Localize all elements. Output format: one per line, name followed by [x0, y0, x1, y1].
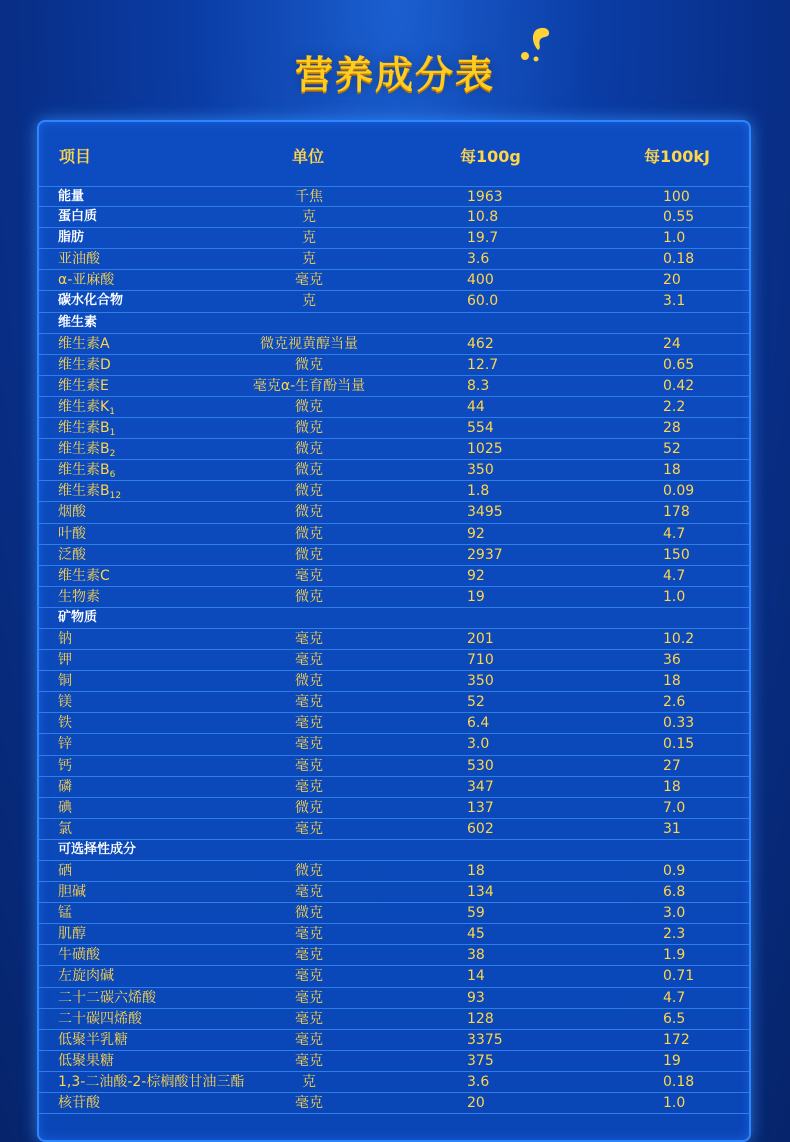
nutrient-name: 铜	[58, 673, 72, 690]
section-row	[39, 840, 749, 861]
value-per-100g: 602	[467, 820, 494, 837]
nutrition-table	[37, 120, 751, 1142]
value-per-100kj: 19	[663, 1052, 681, 1069]
table-row	[39, 334, 749, 355]
table-row	[39, 798, 749, 819]
table-row	[39, 439, 749, 460]
nutrient-subscript: 12	[109, 491, 122, 502]
value-per-100kj: 27	[663, 757, 681, 774]
value-per-100kj: 18	[663, 462, 681, 479]
nutrient-unit-text: 毫克	[295, 1052, 323, 1069]
table-row	[39, 713, 749, 734]
nutrient-name: 维生素E	[58, 377, 109, 394]
value-per-100kj: 1.0	[663, 230, 686, 247]
nutrient-unit-text: 毫克	[295, 1010, 323, 1027]
value-per-100g: 3.6	[467, 1073, 490, 1090]
nutrient-name: 维生素$B_{12}$	[58, 483, 122, 502]
value-per-100kj: 28	[663, 420, 681, 437]
table-row	[39, 1051, 749, 1072]
table-row	[39, 355, 749, 376]
nutrient-unit-text: 毫克	[295, 947, 323, 964]
nutrient-unit-text: 克	[302, 251, 316, 268]
header-item: 项目	[59, 147, 92, 166]
value-per-100kj: 0.9	[663, 863, 686, 879]
value-per-100kj: 3.0	[663, 905, 686, 922]
table-row	[39, 270, 749, 291]
value-per-100kj: 0.71	[663, 968, 695, 985]
value-per-100g: 3495	[467, 504, 503, 521]
value-per-100g: 20	[467, 1095, 485, 1112]
value-per-100kj: 52	[663, 441, 681, 458]
nutrient-unit-text: 克	[302, 1073, 316, 1090]
value-per-100g: 59	[467, 905, 485, 922]
value-per-100g: 347	[467, 778, 494, 795]
table-row	[39, 966, 749, 987]
nutrient-subscript: 1	[109, 406, 115, 417]
nutrient-name: 钾	[58, 652, 72, 669]
table-row	[39, 376, 749, 397]
value-per-100kj: 0.15	[663, 736, 695, 753]
nutrient-name: 维生素	[58, 314, 98, 330]
header-unit: 单位	[292, 147, 325, 166]
value-per-100g: 14	[467, 968, 485, 985]
nutrient-name: 低聚果糖	[58, 1052, 114, 1069]
nutrient-unit-text: 毫克	[295, 989, 323, 1006]
nutrient-name: 锰	[58, 905, 72, 922]
nutrient-name: 肌醇	[58, 926, 86, 943]
nutrient-name: 二十碳四烯酸	[58, 1010, 142, 1027]
nutrient-unit-text: 毫克	[295, 926, 323, 943]
value-per-100g: 375	[467, 1052, 494, 1069]
value-per-100kj: 6.8	[663, 884, 686, 901]
value-per-100g: 92	[467, 567, 485, 584]
nutrient-unit-text: 克	[302, 230, 316, 247]
value-per-100kj: 4.7	[663, 525, 686, 542]
value-per-100kj: 18	[663, 673, 681, 690]
table-row	[39, 903, 749, 924]
value-per-100kj: 18	[663, 778, 681, 795]
value-per-100kj: 100	[663, 189, 690, 205]
table-header	[39, 122, 749, 184]
value-per-100kj: 0.33	[663, 715, 695, 732]
nutrient-name: 生物素	[58, 588, 100, 605]
nutrient-unit-text: 毫克	[295, 820, 323, 837]
nutrient-unit-text: 克	[302, 209, 316, 226]
value-per-100g: 530	[467, 757, 494, 774]
value-per-100kj: 0.65	[663, 356, 695, 373]
nutrient-name: 维生素A	[58, 335, 110, 352]
nutrient-name: 碘	[58, 799, 72, 816]
value-per-100g: 3.6	[467, 251, 490, 268]
value-per-100kj: 4.7	[663, 989, 686, 1006]
nutrient-name: 钙	[58, 757, 72, 774]
nutrient-unit-text: 毫克α-生育酚当量	[252, 377, 366, 394]
value-per-100kj: 7.0	[663, 799, 686, 816]
value-per-100kj: 1.0	[663, 1095, 686, 1112]
value-per-100g: 10.8	[467, 209, 499, 226]
header-per-100kj: 每100kJ	[644, 147, 710, 166]
value-per-100g: 60.0	[467, 293, 499, 310]
nutrient-unit-text: 毫克	[295, 778, 323, 795]
section-row	[39, 608, 749, 629]
nutrient-unit-text: 微克视黄醇当量	[260, 335, 358, 352]
value-per-100kj: 6.5	[663, 1010, 686, 1027]
nutrient-unit-text: 微克	[295, 588, 323, 605]
table-row	[39, 819, 749, 840]
nutrient-name: 矿物质	[58, 609, 98, 625]
nutrient-unit-text: 微克	[295, 462, 323, 479]
nutrient-name: α-亚麻酸	[58, 272, 115, 289]
nutrient-subscript: 1	[109, 428, 116, 439]
value-per-100kj: 0.18	[663, 1073, 695, 1090]
table-row	[39, 545, 749, 566]
table-row	[39, 291, 749, 312]
section-row	[39, 313, 749, 334]
nutrient-subscript: 6	[109, 470, 116, 481]
table-row	[39, 756, 749, 777]
nutrient-name: 蛋白质	[58, 209, 98, 225]
nutrient-unit-text: 微克	[295, 441, 323, 458]
table-row	[39, 249, 749, 270]
nutrient-unit-text: 毫克	[295, 1031, 323, 1048]
table-row	[39, 945, 749, 966]
table-row	[39, 228, 749, 249]
nutrient-name: 镁	[58, 694, 72, 711]
value-per-100kj: 24	[663, 335, 681, 352]
nutrient-unit-text: 微克	[295, 905, 323, 922]
value-per-100g: 201	[467, 630, 494, 647]
nutrient-name: 维生素$B_6$	[58, 462, 116, 481]
value-per-100g: 710	[467, 652, 494, 669]
nutrient-unit-text: 毫克	[295, 652, 323, 669]
value-per-100g: 6.4	[467, 715, 490, 732]
value-per-100g: 3.0	[467, 736, 490, 753]
value-per-100g: 52	[467, 694, 485, 711]
nutrient-unit-text: 微克	[295, 525, 323, 542]
value-per-100g: 45	[467, 926, 485, 943]
value-per-100g: 12.7	[467, 356, 499, 373]
table-row	[39, 1009, 749, 1030]
table-row	[39, 460, 749, 481]
table-row	[39, 861, 749, 882]
table-row	[39, 924, 749, 945]
nutrient-name: 磷	[58, 778, 72, 795]
nutrient-unit-text: 微克	[295, 546, 323, 563]
table-row	[39, 418, 749, 439]
nutrient-unit-text: 微克	[295, 504, 323, 521]
value-per-100g: 137	[467, 799, 494, 816]
table-row	[39, 502, 749, 523]
nutrient-unit-text: 毫克	[295, 884, 323, 901]
value-per-100g: 3375	[467, 1031, 503, 1048]
value-per-100g: 19	[467, 588, 485, 605]
value-per-100g: 44	[467, 398, 485, 415]
value-per-100kj: 1.9	[663, 947, 686, 964]
table-row	[39, 566, 749, 587]
nutrient-name: 泛酸	[58, 546, 86, 563]
nutrient-name: 氯	[58, 820, 72, 837]
value-per-100kj: 4.7	[663, 567, 686, 584]
page-title: 营养成分表	[294, 53, 495, 97]
header-per-100g: 每100g	[460, 147, 521, 166]
milk-splash-icon	[516, 26, 552, 66]
table-row	[39, 671, 749, 692]
value-per-100kj: 2.6	[663, 694, 686, 711]
value-per-100g: 19.7	[467, 230, 499, 247]
nutrient-name: 可选择性成分	[58, 841, 137, 857]
nutrient-name: 烟酸	[58, 504, 86, 521]
nutrient-unit-text: 微克	[295, 483, 323, 500]
value-per-100kj: 0.55	[663, 209, 695, 226]
value-per-100kj: 20	[663, 272, 681, 289]
nutrient-unit-text: 毫克	[295, 736, 323, 753]
nutrient-subscript: 2	[109, 449, 116, 460]
nutrient-name: 牛磺酸	[58, 947, 100, 964]
nutrient-unit-text: 毫克	[295, 968, 323, 985]
nutrient-name: 维生素$B_2$	[58, 441, 116, 460]
table-body	[39, 186, 749, 1114]
table-row	[39, 1072, 749, 1093]
nutrient-name: 能量	[58, 189, 85, 204]
nutrient-unit-text: 微克	[295, 673, 323, 690]
nutrient-name: 脂肪	[58, 230, 85, 246]
value-per-100kj: 36	[663, 652, 681, 669]
value-per-100kj: 31	[663, 820, 681, 837]
nutrient-name: 钠	[58, 630, 72, 647]
table-row	[39, 397, 749, 418]
title-area	[0, 0, 790, 118]
value-per-100kj: 0.42	[663, 377, 695, 394]
nutrient-name: 低聚半乳糖	[58, 1031, 128, 1048]
nutrient-unit-text: 毫克	[295, 272, 323, 289]
value-per-100g: 93	[467, 989, 485, 1006]
value-per-100kj: 0.18	[663, 251, 695, 268]
value-per-100g: 1025	[467, 441, 503, 458]
nutrient-unit-text: 毫克	[295, 1095, 323, 1112]
value-per-100kj: 2.3	[663, 926, 686, 943]
nutrient-name: 二十二碳六烯酸	[58, 989, 156, 1006]
table-row	[39, 692, 749, 713]
nutrient-name: 1,3-二油酸-2-棕榈酸甘油三酯	[58, 1073, 245, 1090]
value-per-100kj: 172	[663, 1031, 690, 1048]
table-row	[39, 524, 749, 545]
table-row	[39, 481, 749, 502]
value-per-100g: 128	[467, 1010, 494, 1027]
table-row	[39, 207, 749, 228]
nutrient-name: 维生素C	[58, 567, 110, 584]
nutrient-unit-text: 微克	[295, 398, 323, 415]
value-per-100g: 350	[467, 673, 494, 690]
nutrient-unit-text: 毫克	[295, 567, 323, 584]
nutrient-unit-text: 微克	[295, 863, 323, 879]
table-row	[39, 882, 749, 903]
value-per-100g: 2937	[467, 546, 503, 563]
value-per-100g: 134	[467, 884, 494, 901]
value-per-100kj: 0.09	[663, 483, 695, 500]
value-per-100g: 92	[467, 525, 485, 542]
nutrient-name: 铁	[58, 715, 72, 732]
nutrient-name: 亚油酸	[58, 251, 100, 268]
table-row	[39, 777, 749, 798]
table-row	[39, 629, 749, 650]
table-row	[39, 988, 749, 1009]
value-per-100g: 400	[467, 272, 494, 289]
value-per-100g: 1.8	[467, 483, 490, 500]
nutrient-name: 叶酸	[58, 525, 86, 542]
nutrient-unit-text: 千焦	[295, 189, 323, 205]
nutrient-unit-text: 毫克	[295, 630, 323, 647]
value-per-100g: 1963	[467, 189, 503, 205]
value-per-100g: 38	[467, 947, 485, 964]
value-per-100g: 8.3	[467, 377, 490, 394]
nutrient-unit-text: 毫克	[295, 694, 323, 711]
nutrient-unit-text: 克	[302, 293, 316, 310]
nutrient-unit-text: 微克	[295, 356, 323, 373]
table-row	[39, 1030, 749, 1051]
nutrient-name: 胆碱	[58, 884, 86, 901]
table-row	[39, 1093, 749, 1114]
nutrient-name: 碳水化合物	[58, 293, 124, 309]
table-row	[39, 650, 749, 671]
value-per-100g: 554	[467, 420, 494, 437]
nutrient-name: 硒	[58, 863, 72, 879]
nutrient-name: 维生素$B_1$	[58, 420, 116, 439]
value-per-100g: 18	[467, 863, 485, 879]
value-per-100kj: 2.2	[663, 398, 686, 415]
nutrient-unit-text: 毫克	[295, 757, 323, 774]
value-per-100kj: 178	[663, 504, 690, 521]
value-per-100g: 350	[467, 462, 494, 479]
table-row	[39, 186, 749, 207]
table-row	[39, 734, 749, 755]
nutrient-name: 锌	[58, 736, 72, 753]
value-per-100kj: 1.0	[663, 588, 686, 605]
table-row	[39, 587, 749, 608]
value-per-100g: 462	[467, 335, 494, 352]
value-per-100kj: 150	[663, 546, 690, 563]
value-per-100kj: 3.1	[663, 293, 686, 310]
nutrient-unit-text: 微克	[295, 799, 323, 816]
nutrient-unit-text: 微克	[295, 420, 323, 437]
nutrient-name: 维生素D	[58, 356, 111, 373]
nutrient-name: 核苷酸	[58, 1095, 100, 1112]
nutrient-unit-text: 毫克	[295, 715, 323, 732]
value-per-100kj: 10.2	[663, 630, 695, 647]
nutrient-name: 维生素$K_1$	[58, 398, 115, 417]
nutrient-name: 左旋肉碱	[58, 968, 114, 985]
